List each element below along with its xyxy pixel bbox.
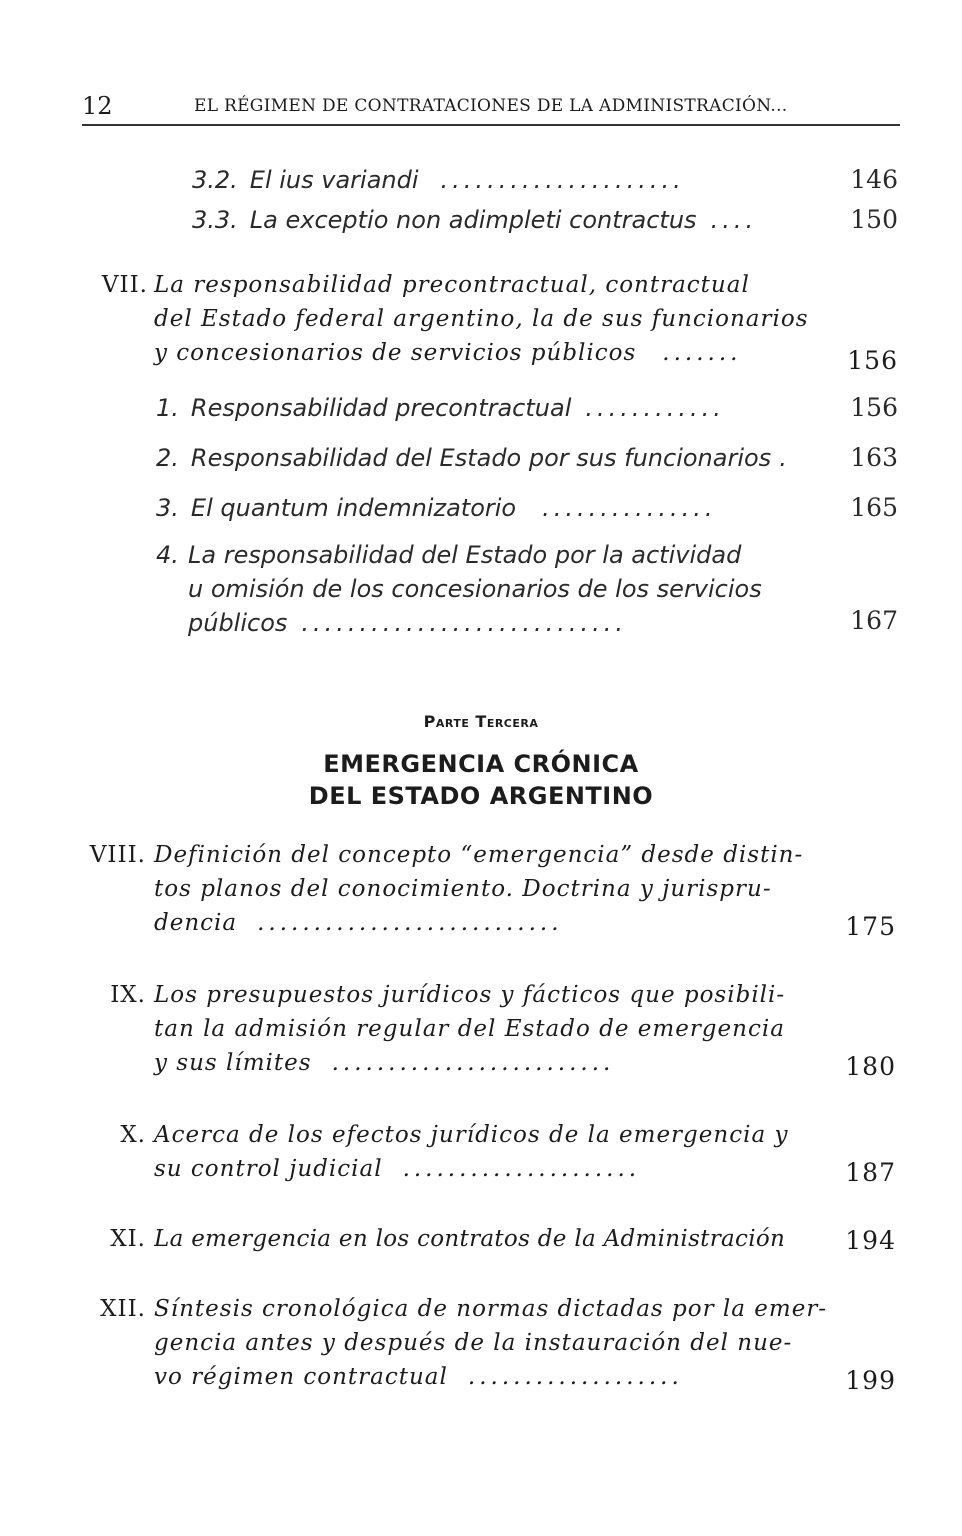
entry-page: 167 — [850, 606, 898, 635]
toc-chapter-x[interactable] — [80, 1118, 896, 1190]
chapter-title-line: Definición del concepto “emergencia” desde distin- — [154, 842, 804, 868]
entry-number: 1. — [156, 394, 179, 422]
toc-section-3[interactable] — [156, 486, 898, 522]
toc-chapter-vii[interactable] — [88, 268, 898, 378]
chapter-title-line: tan la admisión regular del Estado de emergencia — [154, 1016, 785, 1042]
running-title: EL RÉGIMEN DE CONTRATACIONES DE LA ADMINISTRACIÓN... — [194, 96, 788, 116]
chapter-page: 156 — [847, 346, 898, 375]
chapter-title-line: Síntesis cronológica de normas dictadas por la emer- — [154, 1296, 828, 1322]
leader-dots: ..................... — [440, 166, 685, 194]
entry-text: La exceptio non adimpleti contractus — [249, 206, 697, 234]
chapter-title-line: tos planos del conocimiento. Doctrina y jurispru- — [154, 876, 772, 902]
chapter-title-line: La responsabilidad precontractual, contractual — [154, 272, 750, 298]
page-number: 12 — [82, 92, 113, 120]
entry-number: 3. — [156, 494, 179, 522]
entry-page: 165 — [850, 493, 898, 522]
entry-text-line: u omisión de los concesionarios de los servicios — [188, 575, 762, 603]
toc-entry-3-3[interactable] — [192, 198, 898, 234]
entry-page: 163 — [850, 443, 898, 472]
chapter-title-line: vo régimen contractual — [154, 1364, 448, 1390]
toc-chapter-viii[interactable] — [80, 838, 896, 944]
chapter-number: XII. — [100, 1296, 146, 1322]
entry-page: 150 — [850, 205, 898, 234]
chapter-title-line: La emergencia en los contratos de la Administración — [154, 1226, 786, 1252]
chapter-page: 187 — [845, 1158, 896, 1187]
toc-chapter-ix[interactable] — [80, 978, 896, 1084]
entry-text: El quantum indemnizatorio — [190, 494, 517, 522]
part-title-line-1: EMERGENCIA CRÓNICA — [323, 750, 639, 778]
toc-entry-3-2[interactable] — [192, 158, 898, 194]
chapter-title-line: del Estado federal argentino, la de sus funcionarios — [154, 306, 809, 332]
entry-text-line: públicos — [188, 609, 288, 637]
toc-chapter-xi[interactable] — [80, 1222, 896, 1258]
chapter-title-line: gencia antes y después de la instauración del nue- — [154, 1330, 793, 1356]
running-header — [82, 92, 900, 126]
entry-text: Responsabilidad precontractual — [190, 394, 572, 422]
chapter-title-line: y concesionarios de servicios públicos — [154, 340, 637, 366]
entry-text-line: La responsabilidad del Estado por la actividad — [188, 541, 742, 569]
leader-dots: ............... — [542, 494, 717, 522]
leader-dots: ............ — [585, 394, 725, 422]
chapter-page: 194 — [845, 1226, 896, 1255]
chapter-number: X. — [120, 1122, 146, 1148]
chapter-number: VII. — [101, 272, 148, 298]
part-label: Parte Tercera — [423, 712, 539, 731]
entry-number: 3.2. — [192, 166, 238, 194]
part-title-line-2: DEL ESTADO ARGENTINO — [308, 782, 654, 810]
entry-text: Responsabilidad del Estado por sus funcionarios — [190, 444, 772, 472]
chapter-title-line: Acerca de los efectos jurídicos de la emergencia y — [154, 1122, 789, 1148]
leader-dots: .... — [710, 206, 758, 234]
chapter-page: 180 — [845, 1052, 896, 1081]
leader-dots: ......................... — [331, 1050, 615, 1076]
chapter-number: VIII. — [89, 842, 146, 868]
leader-dots: ................... — [467, 1364, 683, 1390]
leader-dots: ....... — [662, 340, 742, 366]
toc-section-1[interactable] — [156, 386, 898, 422]
chapter-page: 199 — [845, 1366, 896, 1395]
entry-page: 146 — [850, 165, 898, 194]
toc-section-4[interactable] — [156, 538, 898, 638]
entry-number: 3.3. — [192, 206, 238, 234]
entry-text: El ius variandi — [249, 166, 419, 194]
chapter-title-line: Los presupuestos jurídicos y fácticos que posibili- — [154, 982, 786, 1008]
chapter-number: XI. — [110, 1226, 146, 1252]
leader-dots: ..................... — [402, 1156, 641, 1182]
entry-page: 156 — [850, 393, 898, 422]
chapter-page: 175 — [845, 912, 896, 941]
entry-number: 2. — [156, 444, 179, 472]
toc-chapter-xii[interactable] — [80, 1292, 896, 1398]
toc-section-2[interactable] — [156, 436, 898, 472]
chapter-title-line: y sus límites — [154, 1050, 312, 1076]
chapter-number: IX. — [110, 982, 146, 1008]
chapter-title-line: su control judicial — [154, 1156, 383, 1182]
leader-dots: ........................... — [257, 910, 563, 936]
leader-dots: . — [779, 444, 791, 472]
chapter-title-line: dencia — [154, 910, 238, 936]
header-rule — [82, 124, 900, 126]
leader-dots: ............................ — [301, 609, 628, 637]
entry-number: 4. — [156, 541, 179, 569]
